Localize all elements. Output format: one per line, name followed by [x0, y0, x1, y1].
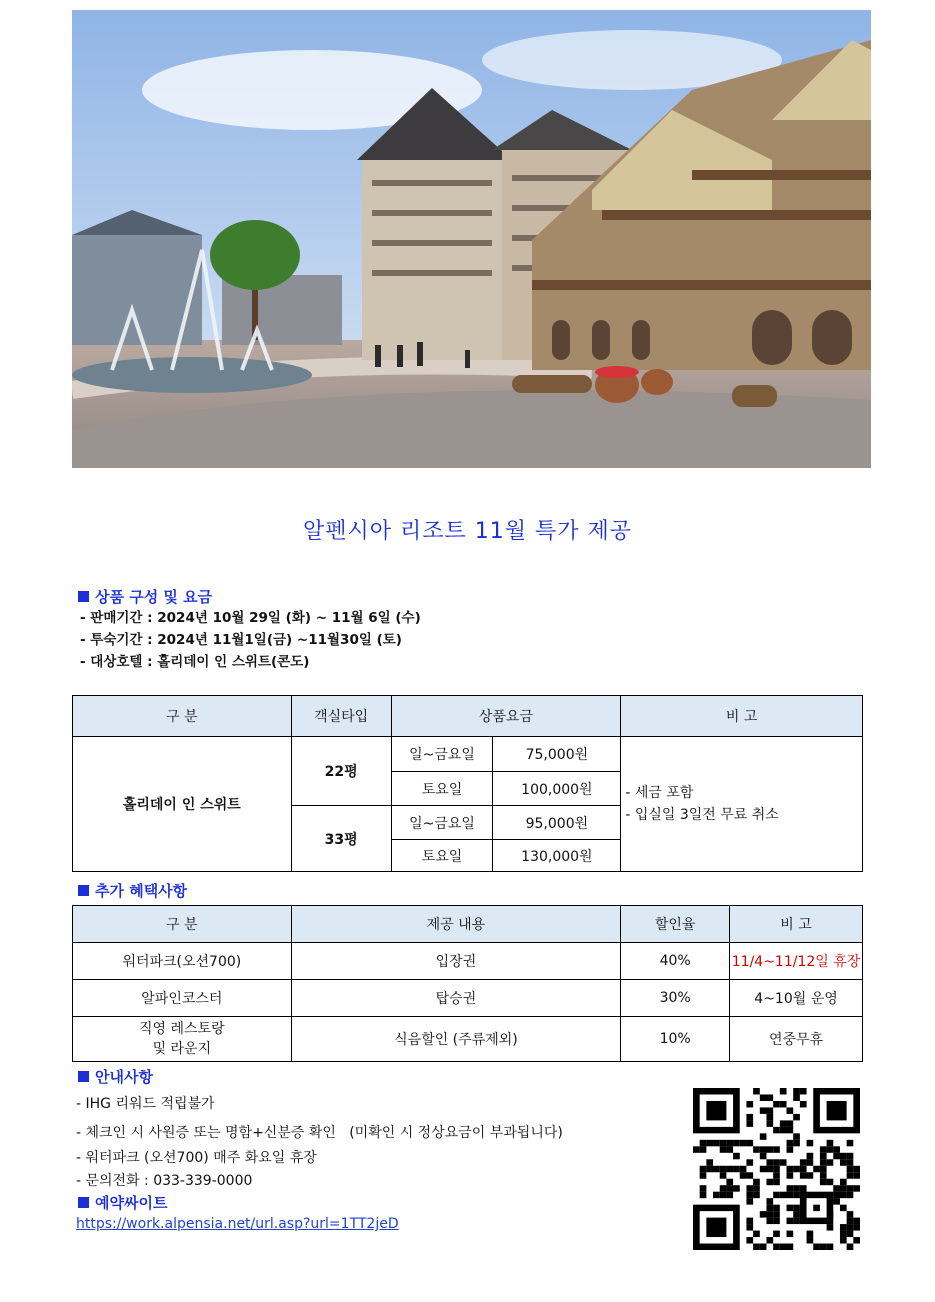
rate-notes	[621, 737, 863, 872]
square-bullet-icon	[78, 591, 89, 602]
rate-table	[72, 695, 863, 872]
benefit-rate: 30%	[621, 980, 730, 1017]
resort-photo	[72, 10, 871, 468]
benefit-note: 4~10월 운영	[730, 980, 863, 1017]
stay-period: - 투숙기간 : 2024년 11월1일(금) ~11월30일 (토)	[80, 632, 402, 648]
room-type: 33평	[291, 806, 391, 872]
benefit-name: 직영 레스토랑 및 라운지	[73, 1017, 292, 1062]
sale-period: - 판매기간 : 2024년 10월 29일 (화) ~ 11월 6일 (수)	[80, 610, 421, 626]
benefit-content: 식음할인 (주류제외)	[291, 1017, 621, 1062]
rate-day: 일~금요일	[391, 737, 493, 772]
hotel-name: 홀리데이 인 스위트	[73, 737, 292, 872]
table-header: 제공 내용	[291, 906, 621, 943]
product-info	[80, 607, 421, 673]
notice-line: - IHG 리워드 적립불가	[76, 1096, 215, 1112]
table-header: 비 고	[621, 696, 863, 737]
notice-line: - 문의전화 : 033-339-0000	[76, 1173, 253, 1189]
table-header: 구 분	[73, 696, 292, 737]
rate-price: 95,000원	[493, 806, 621, 840]
square-bullet-icon	[78, 885, 89, 896]
rate-price: 75,000원	[493, 737, 621, 772]
table-header: 객실타입	[291, 696, 391, 737]
section-heading-benefits: 추가 혜택사항	[78, 880, 187, 901]
room-type: 22평	[291, 737, 391, 806]
benefit-note: 연중무휴	[730, 1017, 863, 1062]
table-row	[73, 980, 863, 1017]
benefit-rate: 10%	[621, 1017, 730, 1062]
section-heading-notice: 안내사항	[78, 1066, 153, 1087]
page-title: 알펜시아 리조트 11월 특가 제공	[303, 519, 632, 544]
table-header: 할인율	[621, 906, 730, 943]
benefit-content: 탑승권	[291, 980, 621, 1017]
benefit-table	[72, 905, 863, 1062]
benefit-name: 워터파크(오션700)	[73, 943, 292, 980]
benefit-rate: 40%	[621, 943, 730, 980]
section-heading-product: 상품 구성 및 요금	[78, 586, 212, 607]
notice-line: - 워터파크 (오션700) 매주 화요일 휴장	[76, 1150, 317, 1166]
rate-day: 토요일	[391, 840, 493, 872]
section-heading-booking: 예약싸이트	[78, 1192, 167, 1213]
square-bullet-icon	[78, 1071, 89, 1082]
benefit-content: 입장권	[291, 943, 621, 980]
table-row	[73, 943, 863, 980]
table-header: 구 분	[73, 906, 292, 943]
note-tax: - 세금 포함	[625, 785, 694, 801]
table-header: 상품요금	[391, 696, 621, 737]
rate-price: 100,000원	[493, 772, 621, 806]
target-hotel: - 대상호텔 : 홀리데이 인 스위트(콘도)	[80, 654, 310, 670]
benefit-note: 11/4~11/12일 휴장	[730, 943, 863, 980]
benefit-name: 알파인코스터	[73, 980, 292, 1017]
booking-link[interactable]: https://work.alpensia.net/url.asp?url=1TT2jeD	[76, 1216, 399, 1232]
qr-code-icon	[693, 1088, 860, 1250]
rate-day: 일~금요일	[391, 806, 493, 840]
notice-line: - 체크인 시 사원증 또는 명함+신분증 확인 (미확인 시 정상요금이 부과됩니다)	[76, 1125, 563, 1141]
square-bullet-icon	[78, 1197, 89, 1208]
note-cancel: - 입실일 3일전 무료 취소	[625, 807, 779, 823]
table-row	[73, 1017, 863, 1062]
table-header: 비 고	[730, 906, 863, 943]
rate-price: 130,000원	[493, 840, 621, 872]
rate-day: 토요일	[391, 772, 493, 806]
